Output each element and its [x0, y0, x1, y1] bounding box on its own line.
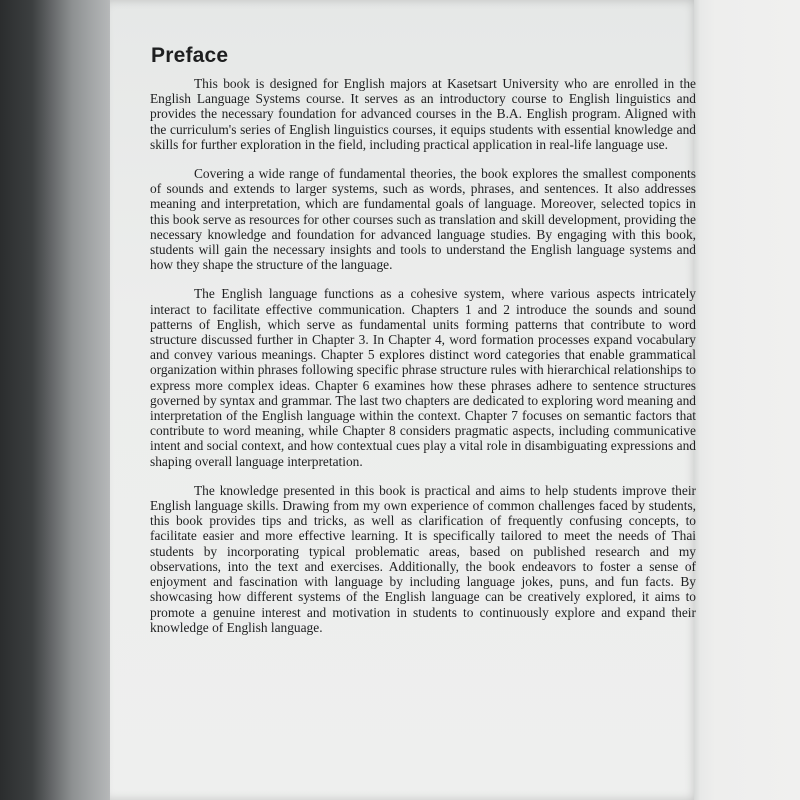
paragraph-2: Covering a wide range of fundamental theories, the book explores the smallest components of sounds and extends to larger systems, such as words, phrases, and sentences. It also addresses meaning and interpretation, which are fundamental goals of language. Moreover, selected topics in this book serve as resources for other courses such as translation and skill development, providing the necessary knowledge and foundation for advanced language studies. By engaging with this book, students will gain the necessary insights and tools to understand the English language systems and how they shape the structure of the language. — [150, 166, 696, 273]
page-edge — [694, 0, 800, 800]
page-title: Preface — [151, 44, 229, 67]
paragraph-3: The English language functions as a cohesive system, where various aspects intricately interact to facilitate effective communication. Chapters 1 and 2 introduce the sounds and sound patterns of English, which serve as fundamental units forming patterns that contribute to word structure discussed further in Chapter 3. In Chapter 4, word formation processes expand vocabulary and convey various meanings. Chapter 5 explores distinct word categories that enable grammatical organization within phrases following specific phrase structure rules with hierarchical relationships to express more complex ideas. Chapter 6 examines how these phrases adhere to sentence structures governed by syntax and grammar. The last two chapters are dedicated to exploring word meaning and interpretation of the English language within the context. Chapter 7 focuses on semantic factors that contribute to word meaning, while Chapter 8 considers pragmatic aspects, including communicative intent and social context, and how contextual cues play a vital role in disambiguating expressions and shaping overall language interpretation. — [150, 286, 696, 469]
preface-content — [150, 44, 696, 649]
paragraph-1: This book is designed for English majors at Kasetsart University who are enrolled in the English Language Systems course. It serves as an introductory course to English linguistics and provides the necessary foundation for advanced courses in the B.A. English program. Aligned with the curriculum's series of English linguistics courses, it equips students with essential knowledge and skills for further exploration in the field, including practical application in real-life language use. — [150, 76, 696, 152]
paragraph-4: The knowledge presented in this book is practical and aims to help students improve their English language skills. Drawing from my own experience of common challenges faced by students, this book provides tips and tricks, as well as clarification of frequently confusing concepts, to facilitate easier and more effective learning. It is specifically tailored to meet the needs of Thai students by incorporating typical problematic areas, based on published research and my observations, into the text and exercises. Additionally, the book endeavors to foster a sense of enjoyment and fascination with language by including language jokes, puns, and fun facts. By showcasing how different systems of the English language can be creatively explored, it aims to promote a genuine interest and motivation in students to continuously explore and expand their knowledge of English language. — [150, 482, 696, 635]
